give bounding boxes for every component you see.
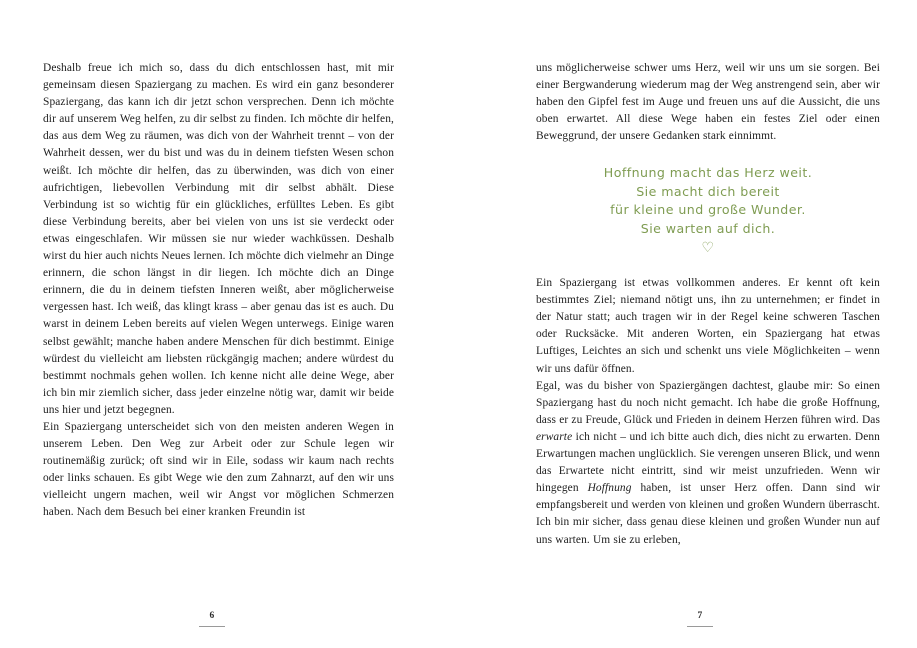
folio-right <box>459 605 917 648</box>
paragraph-with-italics <box>536 378 880 549</box>
folio-inner <box>199 611 225 627</box>
page-number: 6 <box>209 611 215 621</box>
folio-left <box>0 605 458 648</box>
quote-line-3: für kleine und große Wunder. <box>610 202 806 218</box>
text-run: ich nicht – und ich bitte auch dich, dies nicht zu erwarten. Denn Erwartungen machen unglücklich. Sie verengen unseren Blick, und wenn das Erwartete nicht eintritt, sind wir meist unzufrieden. Wenn wir hingegen <box>536 430 880 495</box>
quote-line-1: Hoffnung macht das Herz weit. <box>603 165 813 181</box>
right-text-column <box>536 60 880 549</box>
heart-icon: ♡ <box>701 240 715 257</box>
page-right <box>459 0 917 648</box>
text-run: Egal, was du bisher von Spaziergängen dachtest, glaube mir: So einen Spaziergang hast du noch nicht gemacht. Ich habe die große Hoffnung, dass er zu Freude, Glück und Frieden in deinem Herzen führen wird. Das <box>536 379 880 426</box>
highlight-quote <box>536 164 880 256</box>
paragraph: Deshalb freue ich mich so, dass du dich entschlossen hast, mit mir gemeinsam diesen Spaziergang zu machen. Es wird ein ganz besonderer Spaziergang, das kann ich dir jetzt schon versprechen. Denn ich möchte dir auf unserem Weg helfen, zu dir selbst zu finden. Ich möchte dir helfen, das aus dem Weg zu räumen, was dich von der Wahrheit trennt – von der Wahrheit dessen, wer du bist und was du in deinem tiefsten Wesen schon weißt. Ich möchte dir helfen, das zu überwinden, was dich von einer aufrichtigen, liebevollen Verbindung mit dir selbst abhält. Diese Verbindung ist so wichtig für ein glückliches, erfülltes Leben. Es gibt diese Verbindung bereits, aber bei vielen von uns ist sie verdeckt oder etwas eingeschlafen. Wir müssen sie nur wieder wachküssen. Deshalb wirst du hier auch nichts Neues lernen. Ich möchte dich vielmehr an Dinge erinnern, die schon längst in dir liegen. Ich möchte dich an Dinge erinnern, die du in deinem tiefsten Inneren weißt, aber möglicherweise vergessen hast. Ich weiß, das klingt krass – aber genau das ist es auch. Du warst in deinem Leben bereits auf vielen Wegen unterwegs. Einige waren selbst gewählt; manche haben andere Menschen für dich bestimmt. Einige würdest du vielleicht am liebsten rückgängig machen; andere würdest du bestimmt nochmals gehen wollen. Ich kenne nicht alle deine Wege, aber ich bin mir ziemlich sicher, dass jeder einzelne nötig war, damit wir beide uns hier und jetzt begegnen. <box>43 62 394 416</box>
page-number: 7 <box>697 611 703 621</box>
paragraph: Ein Spaziergang ist etwas vollkommen anderes. Er kennt oft kein bestimmtes Ziel; niemand nötigt uns, ihn zu unternehmen; er findet in der Natur statt; auch tragen wir in der Regel keine schweren Taschen oder Rucksäcke. Mit anderen Worten, ein Spaziergang hat etwas Luftiges, Leichtes an sich und schenkt uns viele Möglichkeiten – wenn wir uns dafür öffnen. <box>536 277 880 375</box>
folio-inner <box>687 611 713 627</box>
italic-emphasis: erwarte <box>536 430 573 443</box>
paragraph: Ein Spaziergang unterscheidet sich von den meisten anderen Wegen in unserem Leben. Den Weg zur Arbeit oder zur Schule legen wir routinemäßig zurück; oft sind wir in Eile, sodass wir kaum nach rechts oder links schauen. Es gibt Wege wie den zum Zahnarzt, auf den wir uns vielleicht ungern machen, weil wir Angst vor möglichen Schmerzen haben. Nach dem Besuch bei einer kranken Freundin ist <box>43 420 394 519</box>
quote-line-2: Sie macht dich bereit <box>636 183 780 199</box>
text-run: haben, ist unser Herz offen. Dann sind wir empfangsbereit und werden von kleinen und großen Wundern überrascht. Ich bin mir sicher, dass genau diese kleinen und großen Wunder nun auf uns warten. Um sie zu erleben, <box>536 482 880 546</box>
folio-rule <box>687 626 713 627</box>
left-text-column <box>43 60 394 522</box>
page-left <box>0 0 458 648</box>
italic-emphasis: Hoffnung <box>587 482 632 495</box>
folio-rule <box>199 626 225 627</box>
quote-line-4: Sie warten auf dich. <box>640 220 776 236</box>
paragraph: uns möglicherweise schwer ums Herz, weil wir uns um sie sorgen. Bei einer Bergwanderung wiederum mag der Weg anstrengend sein, aber wir haben den Gipfel fest im Auge und freuen uns auf die Aussicht, die uns oben erwartet. All diese Wege haben ein festes Ziel oder einen Beweggrund, der unsere Gedanken stark einnimmt. <box>536 62 880 143</box>
